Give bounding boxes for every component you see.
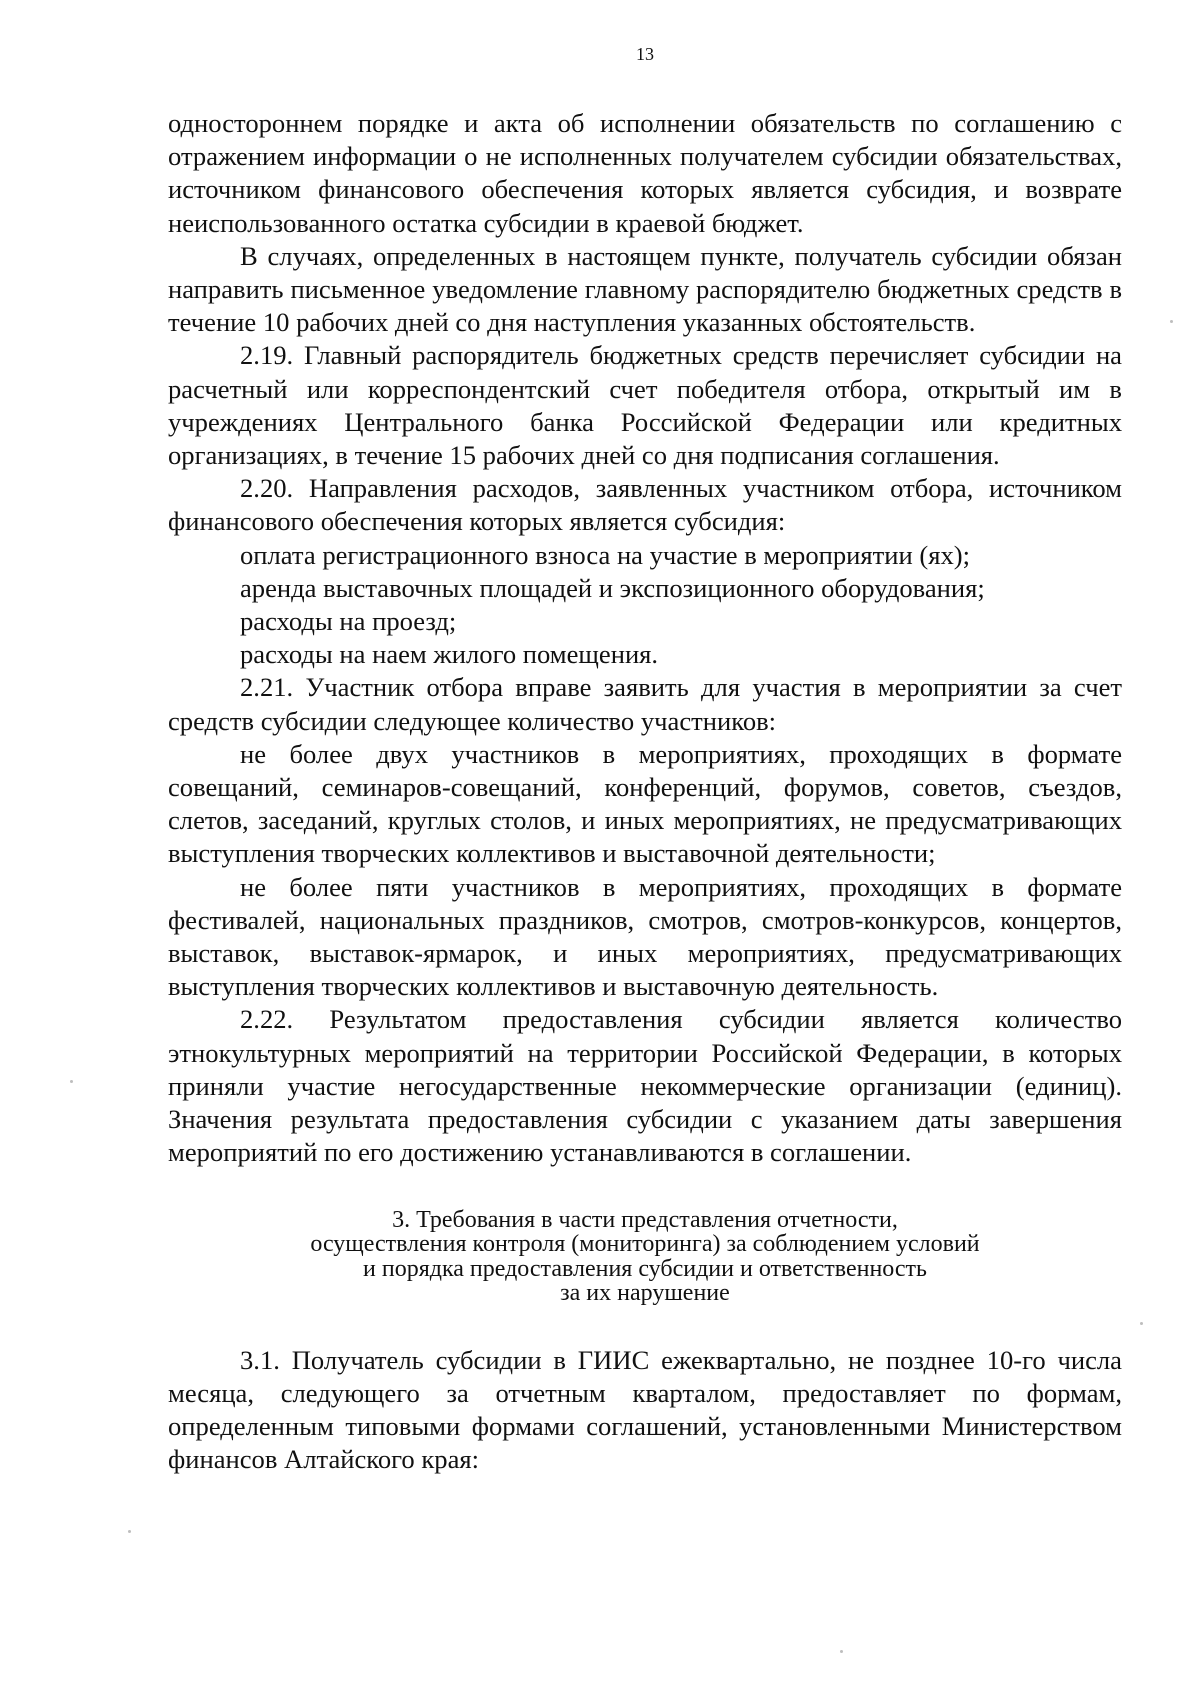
scan-speck: [1140, 1322, 1143, 1325]
expense-item: расходы на проезд;: [240, 606, 457, 637]
paragraph-2-20: 2.20. Направления расходов, заявленных участником отбора, источником финансового обеспечения которых является субсидия:: [168, 473, 1122, 537]
scan-speck: [1170, 320, 1173, 323]
paragraph-continuation: одностороннем порядке и акта об исполнении обязательств по соглашению с отражением информации о не исполненных получателем субсидии обязательствах, источником финансового обеспечения которых является субсидия, и возврате неиспользованного остатка субсидии в краевой бюджет.: [168, 108, 1122, 238]
paragraph-3-1: 3.1. Получатель субсидии в ГИИС ежеквартально, не позднее 10-го числа месяца, следующего за отчетным кварталом, предоставляет по формам, определенным типовыми формами соглашений, установленными Министерством финансов Алтайского края:: [168, 1344, 1122, 1475]
section-heading-line: и порядка предоставления субсидии и ответственность: [363, 1255, 927, 1282]
document-body: [168, 107, 1122, 1476]
section-heading-line: 3. Требования в части представления отчетности,: [392, 1206, 898, 1233]
expense-item: расходы на наем жилого помещения.: [240, 639, 659, 670]
scan-speck: [70, 1080, 73, 1083]
page-number: 13: [636, 44, 654, 64]
expense-item: аренда выставочных площадей и экспозиционного оборудования;: [240, 572, 985, 603]
paragraph-2-19: 2.19. Главный распорядитель бюджетных средств перечисляет субсидии на расчетный или корреспондентский счет победителя отбора, открытый им в учреждениях Центрального банка Российской Федерации или кредитных организациях, в течение 15 рабочих дней со дня подписания соглашения.: [168, 340, 1122, 471]
paragraph-2-21: 2.21. Участник отбора вправе заявить для участия в мероприятии за счет средств субсидии следующее количество участников:: [168, 672, 1122, 736]
section-heading-line: за их нарушение: [560, 1280, 730, 1306]
scan-speck: [128, 1530, 131, 1533]
paragraph-2-22: 2.22. Результатом предоставления субсидии является количество этнокультурных мероприятий на территории Российской Федерации, в которых приняли участие негосударственные некоммерческие организации (единиц). Значения результата предоставления субсидии с указанием даты завершения мероприятий по его достижению устанавливаются в соглашении.: [168, 1004, 1122, 1168]
section-3-heading: [168, 1208, 1122, 1306]
paragraph-notification: В случаях, определенных в настоящем пункте, получатель субсидии обязан направить письменное уведомление главному распорядителю бюджетных средств в течение 10 рабочих дней со дня наступления указанных обстоятельств.: [168, 240, 1122, 338]
paragraph-five-participants: не более пяти участников в мероприятиях, проходящих в формате фестивалей, национальных праздников, смотров, смотров-конкурсов, концертов, выставок, выставок-ярмарок, и иных мероприятиях, предусматривающих выступления творческих коллективов и выставочную деятельность.: [168, 871, 1122, 1002]
section-heading-line: осуществления контроля (мониторинга) за соблюдением условий: [310, 1231, 980, 1257]
paragraph-two-participants: не более двух участников в мероприятиях, проходящих в формате совещаний, семинаров-совещаний, конференций, форумов, советов, съездов, слетов, заседаний, круглых столов, и иных мероприятиях, не предусматривающих выступления творческих коллективов и выставочной деятельности;: [168, 738, 1122, 869]
expense-list: [168, 539, 1122, 672]
expense-item: оплата регистрационного взноса на участие в мероприятии (ях);: [240, 539, 971, 570]
scan-speck: [840, 1650, 843, 1653]
